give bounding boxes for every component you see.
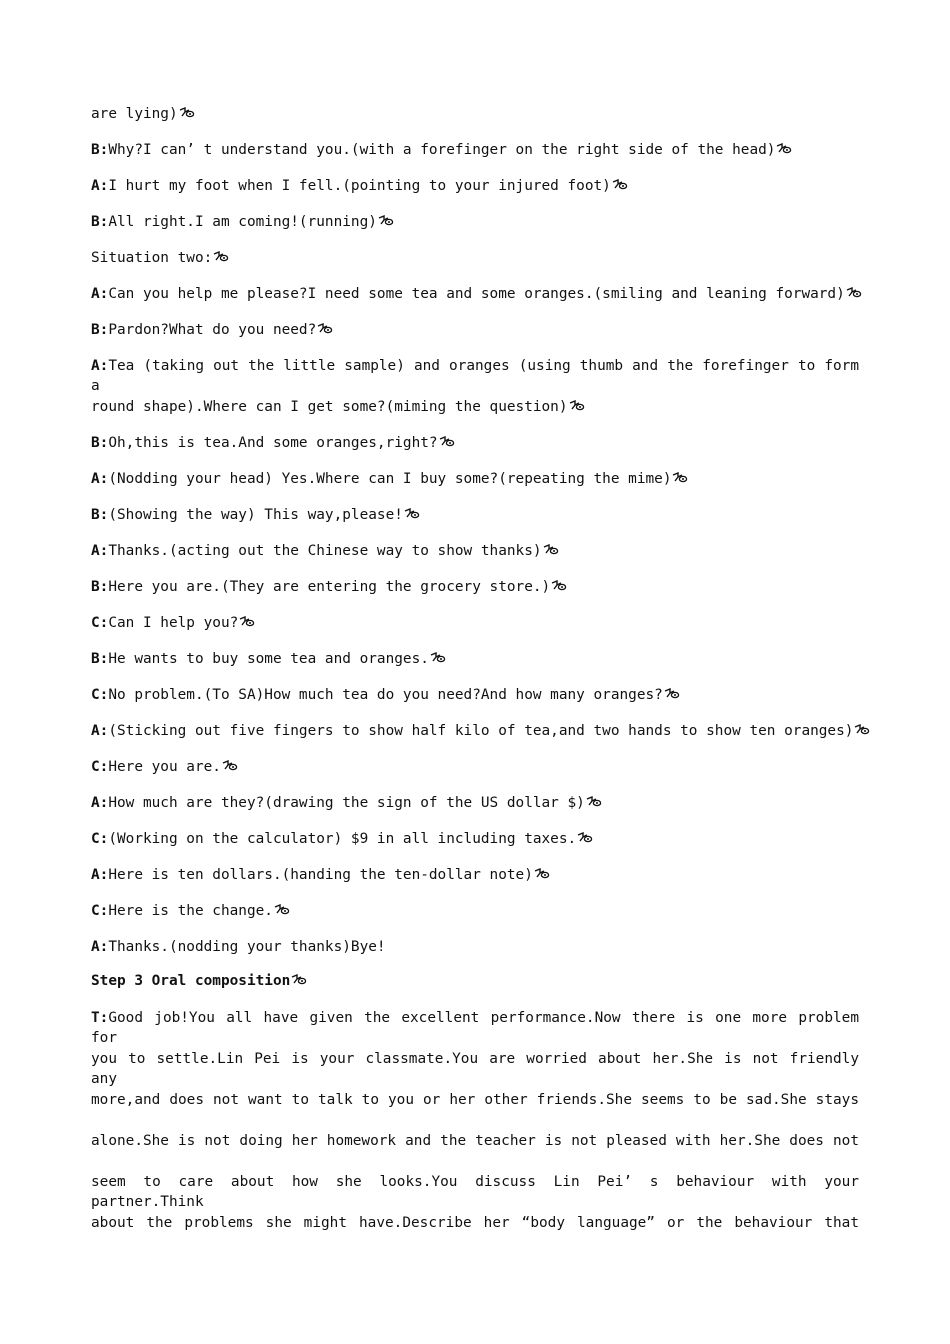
speaker-label: B: (91, 435, 109, 451)
line-text: you to settle.Lin Pei is your classmate.You are worried about her.She is not friendly any (91, 1051, 859, 1087)
line-text: (Nodding your head) Yes.Where can I buy some?(repeating the mime) (108, 471, 672, 487)
line-text: Thanks.(nodding your thanks)Bye! (108, 939, 386, 955)
paragraph-mark-icon (612, 179, 628, 191)
text-line (91, 937, 859, 957)
text-line (91, 176, 859, 196)
paragraph-mark-icon (664, 688, 680, 700)
line-text: Can I help you? (108, 615, 239, 631)
text-line (91, 757, 859, 777)
paragraph-mark-icon (179, 107, 195, 119)
text-line (91, 901, 859, 921)
paragraph-mark-icon (430, 652, 446, 664)
text-line (91, 212, 859, 232)
line-text: Oh,this is tea.And some oranges,right? (108, 435, 438, 451)
line-text: Good job!You all have given the excellent performance.Now there is one more problem for (91, 1010, 859, 1046)
speaker-label: B: (91, 214, 109, 230)
text-line (91, 433, 859, 453)
text-line (91, 613, 859, 633)
text-line (91, 1172, 859, 1212)
paragraph-mark-icon (213, 251, 229, 263)
text-line (91, 1131, 859, 1151)
text-line (91, 721, 859, 741)
text-line (91, 284, 859, 304)
line-text: about the problems she might have.Describe her “body language” or the behaviour that (91, 1215, 859, 1231)
line-text: All right.I am coming!(running) (108, 214, 377, 230)
speaker-label: A: (91, 358, 109, 374)
line-text: round shape).Where can I get some?(miming the question) (91, 399, 568, 415)
line-text: No problem.(To SA)How much tea do you need?And how many oranges? (108, 687, 663, 703)
line-text: Here is the change. (108, 903, 273, 919)
text-line (91, 793, 859, 813)
line-text: Can you help me please?I need some tea and some oranges.(smiling and leaning forward) (108, 286, 845, 302)
speaker-label: C: (91, 759, 109, 775)
line-text: Here you are.(They are entering the grocery store.) (108, 579, 551, 595)
text-line (91, 541, 859, 561)
line-text: Pardon?What do you need? (108, 322, 317, 338)
line-text: He wants to buy some tea and oranges. (108, 651, 429, 667)
speaker-label: A: (91, 471, 109, 487)
text-line (91, 140, 859, 160)
speaker-label: C: (91, 687, 109, 703)
text-line (91, 685, 859, 705)
speaker-label: A: (91, 286, 109, 302)
text-line (91, 397, 859, 417)
line-text: seem to care about how she looks.You discuss Lin Pei’ s behaviour with your partner.Think (91, 1174, 859, 1210)
speaker-label: A: (91, 723, 109, 739)
paragraph-mark-icon (404, 508, 420, 520)
text-line (91, 1049, 859, 1089)
paragraph-mark-icon (439, 436, 455, 448)
line-text: Why?I can’ t understand you.(with a forefinger on the right side of the head) (108, 142, 776, 158)
text-line (91, 829, 859, 849)
speaker-label: A: (91, 795, 109, 811)
paragraph-mark-icon (569, 400, 585, 412)
line-text: more,and does not want to talk to you or her other friends.She seems to be sad.She stays (91, 1092, 859, 1108)
speaker-label: A: (91, 178, 109, 194)
speaker-label: C: (91, 831, 109, 847)
text-line (91, 248, 859, 268)
text-line (91, 1213, 859, 1233)
line-text: (Sticking out five fingers to show half kilo of tea,and two hands to show ten oranges) (108, 723, 854, 739)
speaker-label: T: (91, 1010, 109, 1026)
line-text: Here is ten dollars.(handing the ten-dollar note) (108, 867, 533, 883)
line-text: Here you are. (108, 759, 221, 775)
paragraph-mark-icon (543, 544, 559, 556)
line-text: Tea (taking out the little sample) and oranges (using thumb and the forefinger to form a (91, 358, 859, 394)
line-text: How much are they?(drawing the sign of the US dollar $) (108, 795, 585, 811)
paragraph-mark-icon (551, 580, 567, 592)
line-text: Thanks.(acting out the Chinese way to show thanks) (108, 543, 542, 559)
paragraph-mark-icon (534, 868, 550, 880)
paragraph-mark-icon (291, 974, 307, 986)
speaker-label: B: (91, 651, 109, 667)
paragraph-mark-icon (274, 904, 290, 916)
line-text: (Showing the way) This way,please! (108, 507, 403, 523)
text-line (91, 469, 859, 489)
paragraph-mark-icon (672, 472, 688, 484)
speaker-label: B: (91, 507, 109, 523)
text-line (91, 505, 859, 525)
text-line (91, 865, 859, 885)
text-line (91, 649, 859, 669)
paragraph-mark-icon (846, 287, 862, 299)
paragraph-mark-icon (854, 724, 870, 736)
speaker-label: B: (91, 142, 109, 158)
speaker-label: A: (91, 939, 109, 955)
paragraph-mark-icon (222, 760, 238, 772)
paragraph-mark-icon (317, 323, 333, 335)
line-text: Step 3 Oral composition (91, 973, 291, 989)
paragraph-mark-icon (577, 832, 593, 844)
text-line (91, 356, 859, 396)
text-line (91, 1090, 859, 1110)
paragraph-mark-icon (776, 143, 792, 155)
speaker-label: A: (91, 543, 109, 559)
paragraph-mark-icon (586, 796, 602, 808)
speaker-label: A: (91, 867, 109, 883)
paragraph-mark-icon (239, 616, 255, 628)
text-line (91, 104, 859, 124)
speaker-label: B: (91, 322, 109, 338)
text-line (91, 1008, 859, 1048)
line-text: Situation two: (91, 250, 213, 266)
speaker-label: B: (91, 579, 109, 595)
line-text: are lying) (91, 106, 178, 122)
line-text: (Working on the calculator) $9 in all including taxes. (108, 831, 577, 847)
line-text: I hurt my foot when I fell.(pointing to your injured foot) (108, 178, 611, 194)
paragraph-mark-icon (378, 215, 394, 227)
text-line (91, 971, 859, 991)
text-line (91, 320, 859, 340)
speaker-label: C: (91, 615, 109, 631)
speaker-label: C: (91, 903, 109, 919)
line-text: alone.She is not doing her homework and the teacher is not pleased with her.She does not (91, 1133, 859, 1149)
text-line (91, 577, 859, 597)
